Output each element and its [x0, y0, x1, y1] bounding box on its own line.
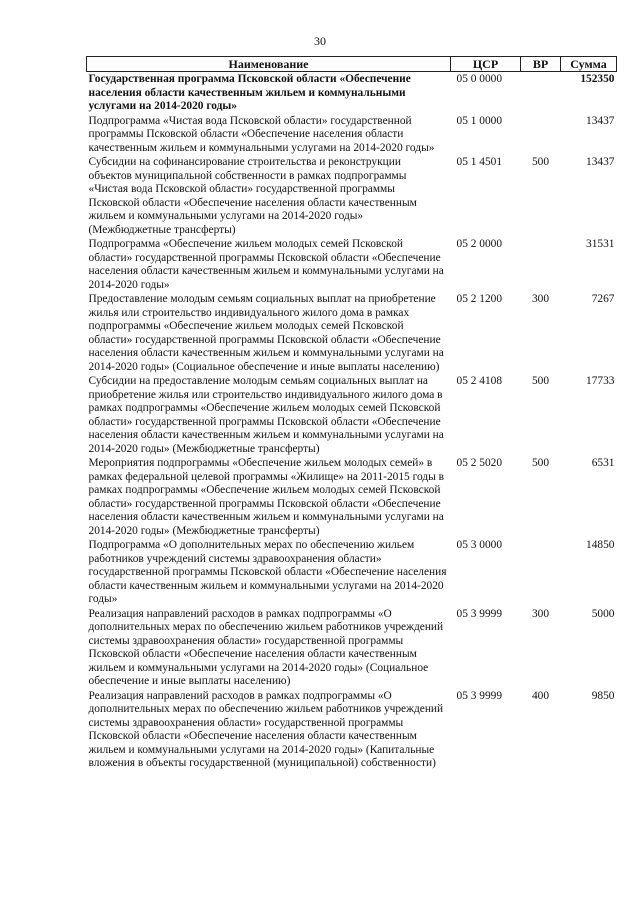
cell-vr: [521, 237, 561, 292]
cell-name: Реализация направлений расходов в рамках подпрограммы «О дополнительных мерах по обеспечению жильем работников учреждений системы здравоохранения области» государственной программы Псковской области «Обеспечение населения области качественным жильем и коммунальными услугами на 2014-2020 годы» (Социальное обеспечение и иные выплаты населению): [88, 607, 444, 687]
cell-csr: 05 2 0000: [456, 238, 503, 250]
cell-vr: 300: [531, 607, 550, 620]
cell-csr: 05 3 0000: [456, 539, 503, 551]
cell-csr: 05 3 9999: [456, 689, 503, 702]
table-row: [87, 155, 617, 237]
cell-sum: 17733: [586, 375, 615, 387]
budget-table: [86, 56, 617, 771]
cell-sum: 6531: [591, 457, 615, 469]
cell-csr: 05 1 0000: [456, 114, 503, 127]
table-row: [87, 689, 617, 771]
cell-name: Субсидии на предоставление молодым семьям социальных выплат на приобретение жилья или строительство индивидуального жилого дома в рамках подпрограммы «Обеспечение жильем молодых семей Псковской области» государственной программы Псковской области «Обеспечение населения области качественным жильем и коммунальными услугами на 2014-2020 годы» (Межбюджетные трансферты): [88, 375, 444, 455]
cell-csr: 05 2 4108: [456, 375, 503, 387]
table-row: [87, 237, 617, 292]
cell-vr: 400: [531, 689, 550, 702]
cell-csr: 05 3 9999: [456, 607, 503, 620]
cell-name: Государственная программа Псковской области «Обеспечение населения области качественным жильем и коммунальными услугами на 2014-2020 годы»: [87, 72, 451, 114]
cell-name: Реализация направлений расходов в рамках подпрограммы «О дополнительных мерах по обеспечению жильем работников учреждений системы здравоохранения области» государственной программы Псковской области «Обеспечение населения области качественным жильем и коммунальными услугами на 2014-2020 годы» (Капитальные вложения в объекты государственной (муниципальной) собственности): [88, 689, 444, 769]
header-sum: Сумма: [561, 57, 617, 72]
table-row: [87, 374, 617, 456]
cell-vr: [521, 538, 561, 607]
cell-name: Подпрограмма «Обеспечение жильем молодых семей Псковской области» государственной программы Псковской области «Обеспечение населения области качественным жильем и коммунальными услугами на 2014-2020 годы»: [88, 238, 444, 291]
table-row: [87, 456, 617, 538]
table-row: [87, 72, 617, 114]
cell-sum: 13437: [586, 156, 615, 168]
table-row: [87, 607, 617, 689]
cell-csr: 05 1 4501: [456, 156, 503, 168]
cell-sum: 13437: [586, 114, 615, 127]
table-body: [87, 72, 617, 771]
table-row: [87, 114, 617, 156]
cell-vr: 500: [531, 457, 550, 469]
table-row: [87, 292, 617, 374]
cell-csr: 05 2 1200: [456, 293, 503, 305]
cell-sum: 152350: [561, 72, 617, 114]
cell-name: Подпрограмма «Чистая вода Псковской области» государственной программы Псковской области «Обеспечение населения области качественным жильем и коммунальными услугами на 2014-2020 годы»: [88, 114, 435, 154]
cell-name: Предоставление молодым семьям социальных выплат на приобретение жилья или строительство индивидуального жилого дома в рамках подпрограммы «Обеспечение жильем молодых семей Псковской области» государственной программы Псковской области «Обеспечение населения области качественным жильем и коммунальными услугами на 2014-2020 годы» (Социальное обеспечение и иные выплаты населению): [88, 293, 444, 373]
cell-name: Субсидии на софинансирование строительства и реконструкции объектов муниципальной собственности в рамках подпрограммы «Чистая вода Псковской области» государственной программы Псковской области «Обеспечение населения области качественным жильем и коммунальными услугами на 2014-2020 годы» (Межбюджетные трансферты): [88, 156, 417, 236]
cell-vr: 500: [531, 156, 550, 168]
cell-csr: 05 0 0000: [451, 72, 521, 114]
cell-vr: 300: [531, 293, 550, 305]
page-number: 30: [314, 34, 326, 48]
header-name: Наименование: [87, 57, 451, 72]
cell-name: Мероприятия подпрограммы «Обеспечение жильем молодых семей» в рамках федеральной целевой программы «Жилище» на 2011-2015 годы в рамках подпрограммы «Обеспечение жильем молодых семей Псковской области» государственной программы Псковской области «Обеспечение населения области качественным жильем и коммунальными услугами на 2014-2020 годы» (Межбюджетные трансферты): [88, 457, 445, 537]
cell-sum: 5000: [591, 607, 615, 620]
cell-sum: 31531: [586, 238, 615, 250]
cell-csr: 05 2 5020: [456, 457, 503, 469]
table-header-row: [87, 57, 617, 72]
cell-sum: 7267: [591, 293, 615, 305]
header-vr: ВР: [521, 57, 561, 72]
table-row: [87, 538, 617, 607]
cell-sum: 9850: [591, 689, 615, 702]
cell-name: Подпрограмма «О дополнительных мерах по обеспечению жильем работников учреждений системы здравоохранения области» государственной программы Псковской области «Обеспечение населения области качественным жильем и коммунальными услугами на 2014-2020 годы»: [88, 539, 447, 605]
cell-vr: [521, 114, 561, 156]
cell-sum: 14850: [586, 539, 615, 551]
cell-vr: 500: [531, 375, 550, 387]
header-csr: ЦСР: [451, 57, 521, 72]
cell-vr: [521, 72, 561, 114]
